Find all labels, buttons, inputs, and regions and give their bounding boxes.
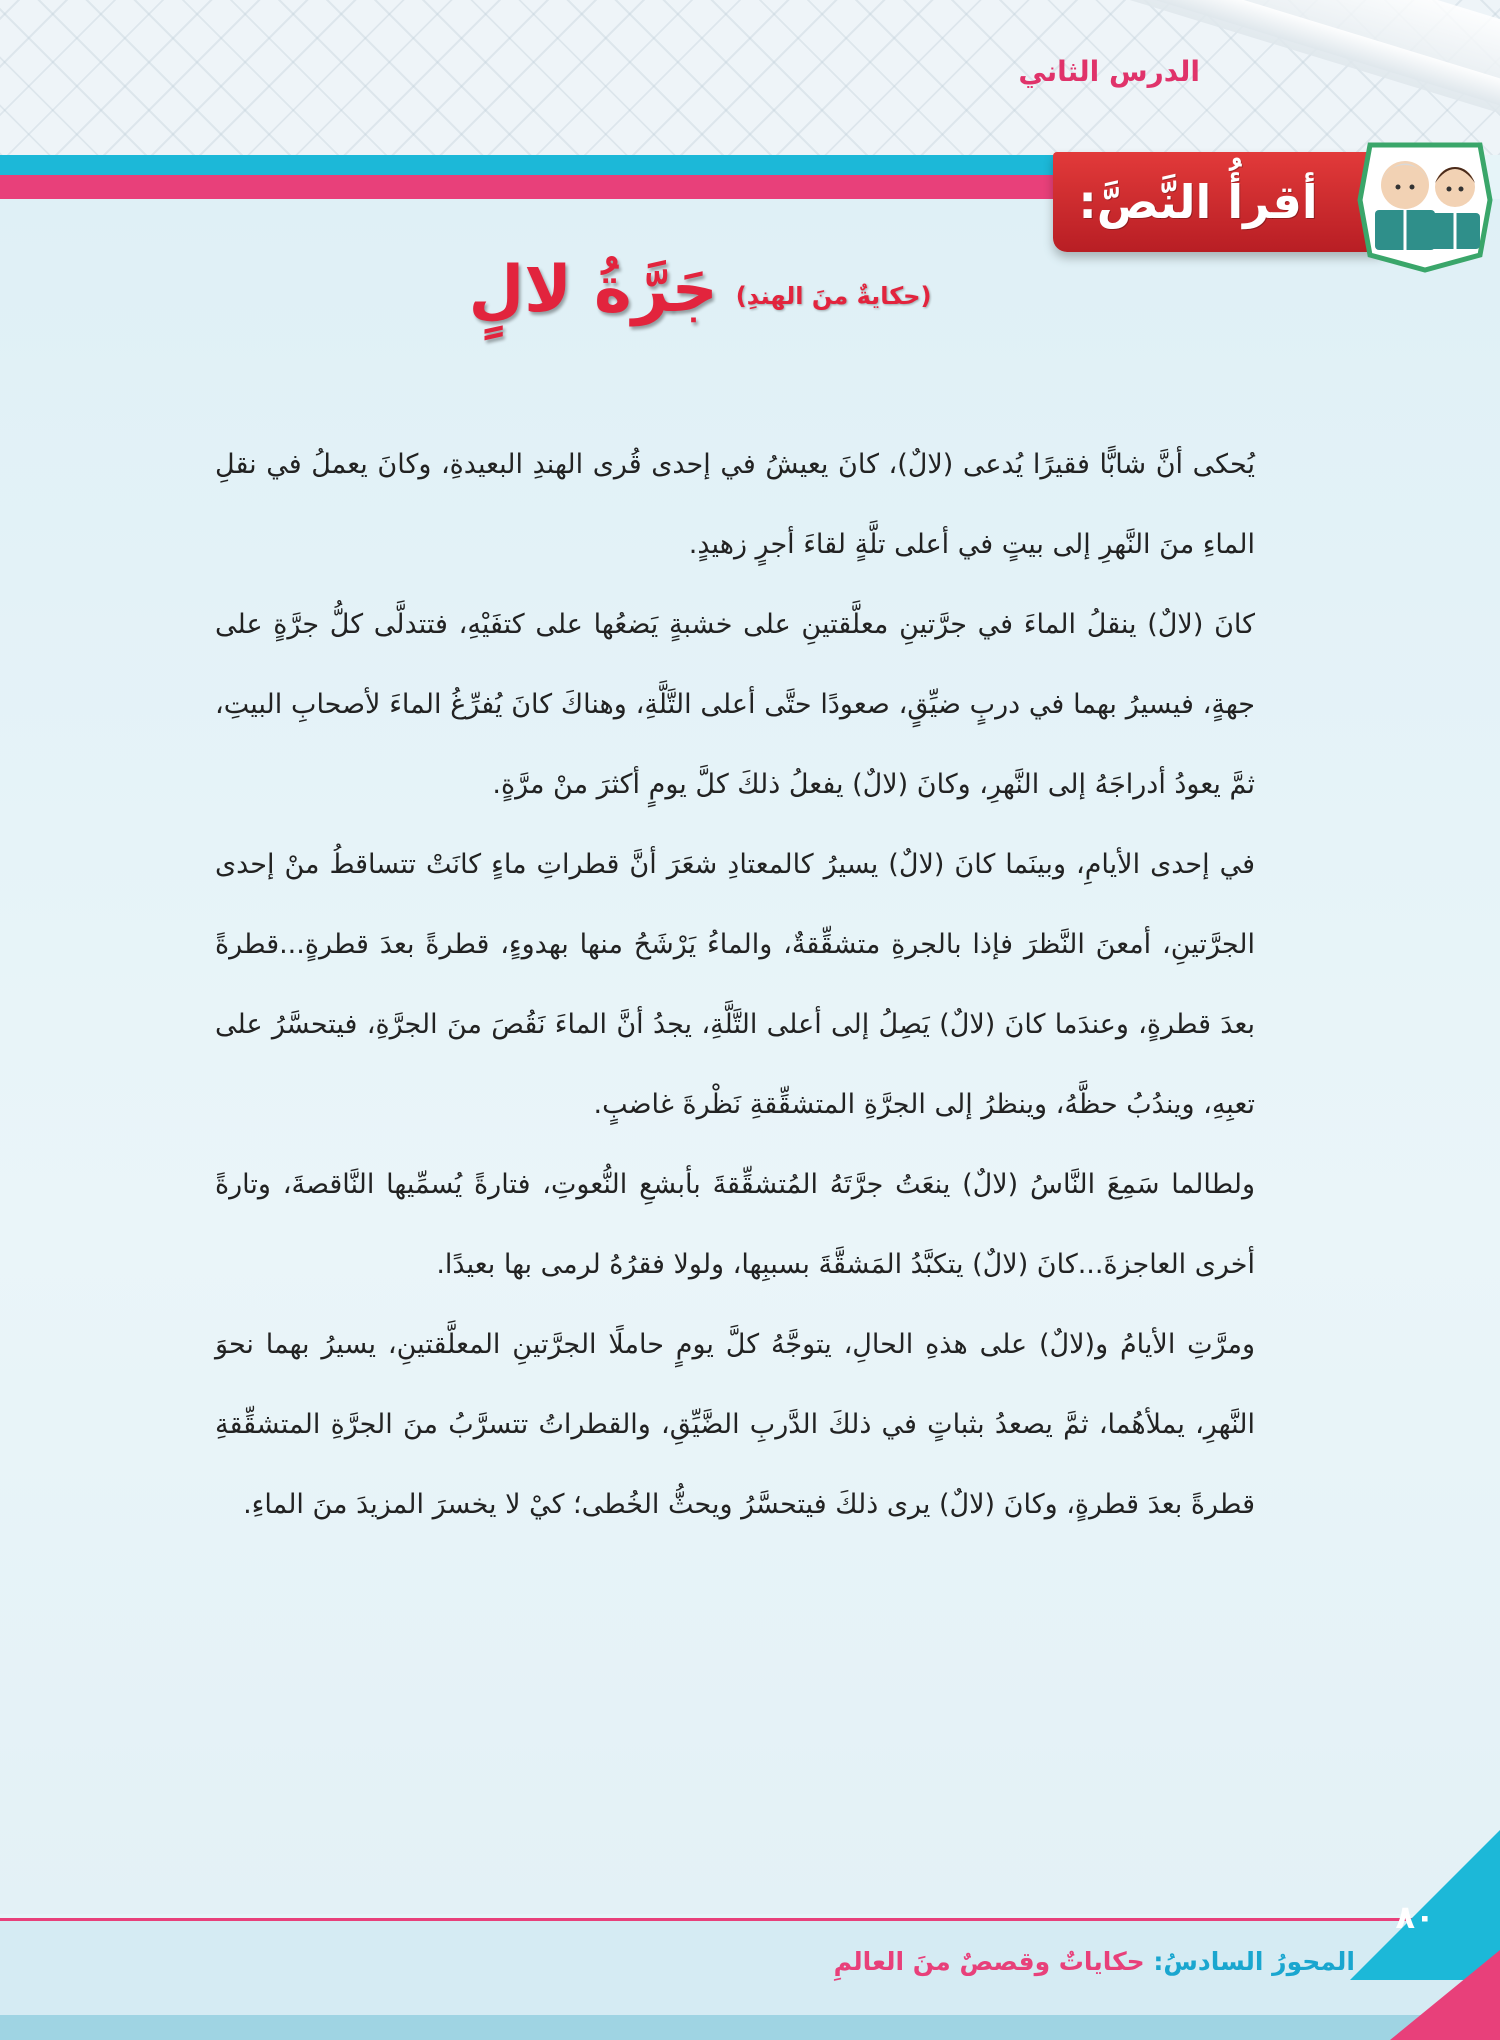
pink-stripe xyxy=(0,175,1060,199)
story-title: جَرَّةُ لالٍ xyxy=(468,253,718,327)
story-heading xyxy=(400,240,1000,340)
section-banner xyxy=(1053,152,1383,252)
story-paragraph-5: ومرَّتِ الأيامُ و(لالٌ) على هذهِ الحالِ، يتوجَّهُ كلَّ يومٍ حاملًا الجرَّتينِ المعلَّقتينِ، يسيرُ بهما نحوَ النَّهرِ، يملأهُما، ثمَّ يصعدُ بثباتٍ في ذلكَ الدَّربِ الضَّيِّقِ، والقطراتُ تتسرَّبُ منَ الجرَّةِ المتشقِّقةِ قطرةً بعدَ قطرةٍ، وكانَ (لالٌ) يرى ذلكَ فيتحسَّرُ ويحثُّ الخُطى؛ كيْ لا يخسرَ المزيدَ منَ الماءِ. xyxy=(215,1329,1255,1520)
footer-caption xyxy=(834,1947,1355,1976)
footer-axis-name: حكاياتٌ وقصصٌ منَ العالمِ xyxy=(833,1947,1145,1976)
story-paragraph-3: في إحدى الأيامِ، وبينَما كانَ (لالٌ) يسيرُ كالمعتادِ شعَرَ أنَّ قطراتِ ماءٍ كانَتْ تتساقطُ منْ إحدى الجرَّتينِ، أمعنَ النَّظرَ فإذا بالجرةِ متشقِّقةٌ، والماءُ يَرْشَحُ منها بهدوءٍ، قطرةً بعدَ قطرةٍ...قطرةً بعدَ قطرةٍ، وعندَما كانَ (لالٌ) يَصِلُ إلى أعلى التَّلَّةِ، يجدُ أنَّ الماءَ نَقُصَ منَ الجرَّةِ، فيتحسَّرُ على تعبِهِ، ويندُبُ حظَّهُ، وينظرُ إلى الجرَّةِ المتشقِّقةِ نَظْرةَ غاضبٍ. xyxy=(215,849,1255,1120)
story-paragraph-4: ولطالما سَمِعَ النَّاسُ (لالٌ) ينعَتُ جرَّتَهُ المُتشقِّقةَ بأبشعِ النُّعوتِ، فتارةً يُسمِّيها النَّاقصةَ، وتارةً أخرى العاجزةَ...كانَ (لالٌ) يتكبَّدُ المَشقَّةَ بسببِها، ولولا فقرُهُ لرمى بها بعيدًا. xyxy=(215,1169,1255,1280)
reading-kids-icon xyxy=(1350,125,1500,275)
page-number: ٨٠ xyxy=(1395,1898,1435,1936)
footer-axis-label: المحورُ السادسُ: xyxy=(1153,1947,1355,1976)
story-paragraph-2: كانَ (لالٌ) ينقلُ الماءَ في جرَّتينِ معلَّقتينِ على خشبةٍ يَضعُها على كتفَيْهِ، فتتدلَّى كلُّ جرَّةٍ على جهةٍ، فيسيرُ بهما في دربٍ ضيِّقٍ، صعودًا حتَّى أعلى التَّلَّةِ، وهناكَ كانَ يُفرِّغُ الماءَ لأصحابِ البيتِ، ثمَّ يعودُ أدراجَهُ إلى النَّهرِ، وكانَ (لالٌ) يفعلُ ذلكَ كلَّ يومٍ أكثرَ منْ مرَّةٍ. xyxy=(215,609,1255,800)
story-text xyxy=(215,425,1255,1545)
story-subtitle: (حكايةٌ منَ الهندِ) xyxy=(735,282,932,310)
section-banner-label: أقرأُ النَّصَّ: xyxy=(1078,175,1318,229)
cyan-stripe xyxy=(0,155,1060,175)
lesson-label: الدرس الثاني xyxy=(1018,55,1200,88)
story-paragraph-1: يُحكى أنَّ شابًّا فقيرًا يُدعى (لالٌ)، كانَ يعيشُ في إحدى قُرى الهندِ البعيدةِ، وكانَ يعملُ في نقلِ الماءِ منَ النَّهرِ إلى بيتٍ في أعلى تلَّةٍ لقاءَ أجرٍ زهيدٍ. xyxy=(215,449,1255,560)
footer-bottom-strip xyxy=(0,2015,1500,2040)
